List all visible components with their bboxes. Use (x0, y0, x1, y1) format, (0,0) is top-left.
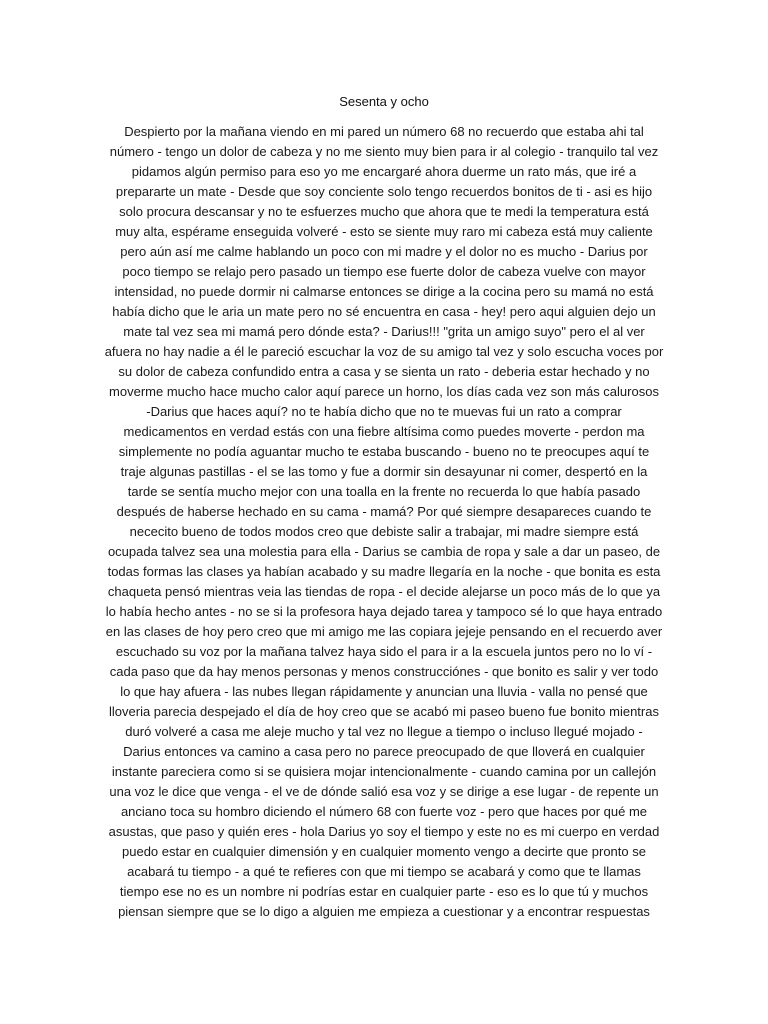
body-line: -Darius que haces aquí? no te había dicho que no te muevas fui un rato a comprar (146, 404, 622, 419)
body-line: intensidad, no puede dormir ni calmarse entonces se dirige a la cocina pero su mamá no está (114, 284, 654, 299)
body-line: ocupada talvez sea una molestia para ella - Darius se cambia de ropa y sale a dar un paseo, de (107, 544, 661, 559)
document-body (82, 122, 686, 922)
body-line: una voz le dice que venga - el ve de dónde salió esa voz y se dirige a ese lugar - de repente un (109, 784, 659, 799)
body-line: pero aún así me calme hablando un poco con mi madre y el dolor no es mucho - Darius por (120, 244, 648, 259)
body-line: su dolor de cabeza confundido entra a casa y se sienta un rato - deberia estar hechado y no (118, 364, 650, 379)
body-line: cada paso que da hay menos personas y menos construcciónes - que bonito es salir y ver todo (109, 664, 659, 679)
body-line: tiempo ese no es un nombre ni podrías estar en cualquier parte - eso es lo que tú y muchos (119, 884, 649, 899)
body-line: lo que hay afuera - las nubes llegan rápidamente y anuncian una lluvia - valla no pensé que (120, 684, 648, 699)
body-line: medicamentos en verdad estás con una fiebre altísima como puedes moverte - perdon ma (123, 424, 645, 439)
body-line: acabará tu tiempo - a qué te refieres con que mi tiempo se acabará y como que te llamas (127, 864, 641, 879)
body-line: asustas, que paso y quién eres - hola Darius yo soy el tiempo y este no es mi cuerpo en verdad (108, 824, 660, 839)
body-line: número - tengo un dolor de cabeza y no me siento muy bien para ir al colegio - tranquilo tal vez (109, 144, 659, 159)
body-line: había dicho que le aria un mate pero no sé encuentra en casa - hey! pero aqui alguien dejo un (112, 304, 656, 319)
body-line: después de haberse hechado en su cama - mamá? Por qué siempre desapareces cuando te (116, 504, 652, 519)
body-line: duró volveré a casa me aleje mucho y tal vez no llegue a tiempo o incluso llegué mojado - (125, 724, 643, 739)
body-line: lo había hecho antes - no se si la profesora haya dejado tarea y tampoco sé lo que haya entrado (105, 604, 663, 619)
body-line: muy alta, espérame enseguida volveré - esto se siente muy raro mi cabeza está muy caliente (115, 224, 653, 239)
body-line: poco tiempo se relajo pero pasado un tiempo ese fuerte dolor de cabeza vuelve con mayor (122, 264, 646, 279)
body-line: moverme mucho hace mucho calor aquí parece un horno, los días cada vez son más calurosos (109, 384, 659, 399)
body-line: afuera no hay nadie a él le pareció escuchar la voz de su amigo tal vez y solo escucha voces por (104, 344, 664, 359)
body-line: Darius entonces va camino a casa pero no parece preocupado de que lloverá en cualquier (123, 744, 645, 759)
body-line: chaqueta pensó mientras veia las tiendas de ropa - el decide alejarse un poco más de lo que ya (107, 584, 661, 599)
body-line: anciano toca su hombro diciendo el número 68 con fuerte voz - pero que haces por qué me (120, 804, 648, 819)
body-line: traje algunas pastillas - el se las tomo y fue a dormir sin desayunar ni comer, despertó en la (120, 464, 648, 479)
body-line: tarde se sentía mucho mejor con una toalla en la frente no recuerda lo que había pasado (127, 484, 641, 499)
document-title: Sesenta y ocho (339, 94, 429, 109)
body-line: mate tal vez sea mi mamá pero dónde esta? - Darius!!! "grita un amigo suyo" pero el al ver (123, 324, 645, 339)
body-line: lloveria parecia despejado el día de hoy creo que se acabó mi paseo bueno fue bonito mientras (109, 704, 659, 719)
body-line: nececito bueno de todos modos creo que debiste salir a trabajar, mi madre siempre está (129, 524, 639, 539)
body-line: puedo estar en cualquier dimensión y en cualquier momento vengo a decirte que pronto se (122, 844, 646, 859)
body-line: escuchado su voz por la mañana talvez haya sido el para ir a la escuela juntos pero no lo ví - (115, 644, 653, 659)
body-line: todas formas las clases ya habían acabado y su madre llegaría en la noche - que bonita es esta (107, 564, 661, 579)
body-line: piensan siempre que se lo digo a alguien me empieza a cuestionar y a encontrar respuestas (118, 904, 650, 919)
body-line: Despierto por la mañana viendo en mi pared un número 68 no recuerdo que estaba ahi tal (124, 124, 644, 139)
body-line: prepararte un mate - Desde que soy conciente solo tengo recuerdos bonitos de ti - asi es hijo (115, 184, 653, 199)
body-line: solo procura descansar y no te esfuerzes mucho que ahora que te medi la temperatura está (119, 204, 649, 219)
body-line: pidamos algún permiso para eso yo me encargaré ahora duerme un rato más, que iré a (131, 164, 637, 179)
body-line: simplemente no podía aguantar mucho te estaba buscando - bueno no te preocupes aquí te (118, 444, 650, 459)
body-line: instante pareciera como si se quisiera mojar intencionalmente - cuando camina por un callejón (111, 764, 657, 779)
body-line: en las clases de hoy pero creo que mi amigo me las copiara jejeje pensando en el recuerdo aver (105, 624, 663, 639)
